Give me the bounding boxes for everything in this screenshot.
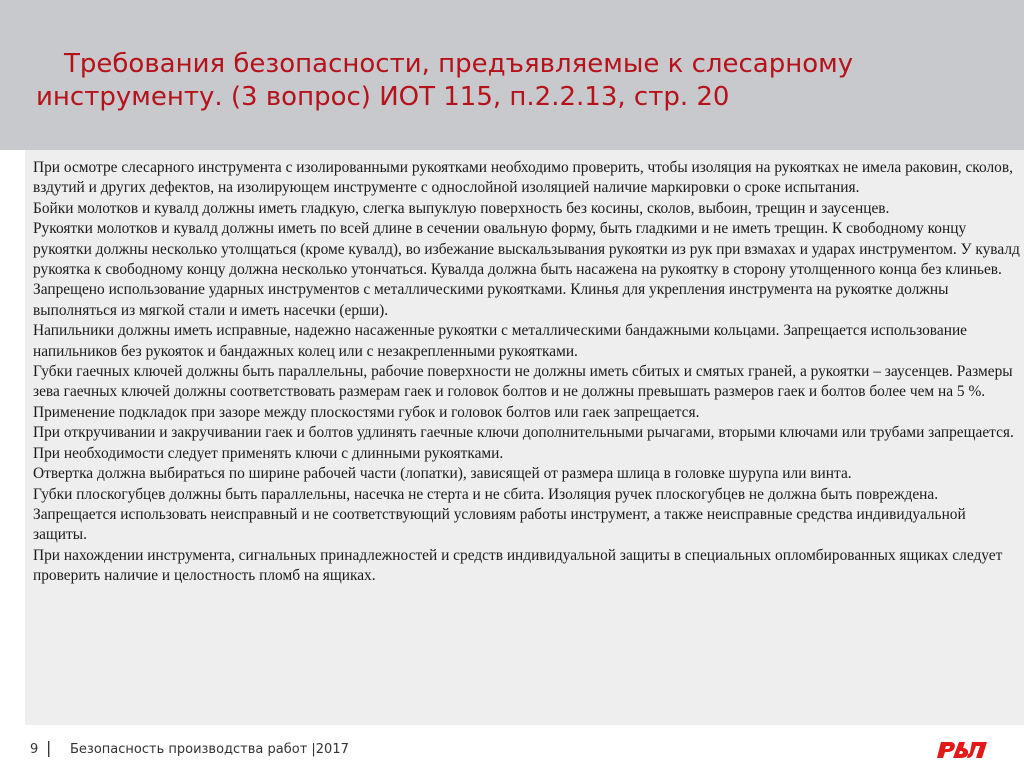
footer-text: Безопасность производства работ |2017	[70, 742, 349, 757]
rzd-logo-icon	[935, 738, 991, 762]
paragraph: При откручивании и закручивании гаек и болтов удлинять гаечные ключи дополнительными рычагами, вторыми ключами или трубами запрещается. При необходимости следует применять ключи с длинными рукоятками.	[33, 424, 1014, 462]
paragraph: При осмотре слесарного инструмента с изолированными рукоятками необходимо проверить, чтобы изоляция на рукоятках не имела раковин, сколов, вздутий и других дефектов, на изолирующем инструменте с однослойной изоляцией наличие маркировки о сроке испытания.	[33, 159, 1013, 197]
content-text	[33, 158, 1023, 587]
footer-separator: |	[46, 738, 52, 757]
paragraph: Рукоятки молотков и кувалд должны иметь по всей длине в сечении овальную форму, быть гладкими и не иметь трещин. К свободному концу рукоятки должны несколько утолщаться (кроме кувалд), во избежание выскальзывания рукоятки из рук при взмахах и ударах инструментом. У кувалд рукоятка к свободному концу должна несколько утончаться. Кувалда должна быть насажена на рукоятку в сторону утолщенного конца без клиньев. Запрещено использование ударных инструментов с металлическими рукоятками. Клинья для укрепления инструмента на рукоятке должны выполняться из мягкой стали и иметь насечки (ерши).	[33, 220, 1020, 319]
paragraph: Запрещается использовать неисправный и не соответствующий условиям работы инструмент, а также неисправные средства индивидуальной защиты.	[33, 505, 966, 544]
paragraph: Губки плоскогубцев должны быть параллельны, насечка не стерта и не сбита. Изоляция ручек плоскогубцев не должна быть повреждена.	[33, 485, 939, 503]
page-number: 9	[30, 742, 39, 757]
paragraph: Губки гаечных ключей должны быть параллельны, рабочие поверхности не должны иметь сбитых и смятых граней, а рукоятки – заусенцев. Размеры зева гаечных ключей должны соответствовать размерам гаек и головок болтов и не должны превышать размеров гаек и болтов более чем на 5 %. Применение подкладок при зазоре между плоскостями губок и головок болтов или гаек запрещается.	[33, 363, 1013, 421]
paragraph: Напильники должны иметь исправные, надежно насаженные рукоятки с металлическими бандажными кольцами. Запрещается использование напильников без рукояток и бандажных колец или с незакрепленными рукоятками.	[33, 322, 968, 360]
footer	[0, 730, 1024, 767]
paragraph: Отвертка должна выбираться по ширине рабочей части (лопатки), зависящей от размера шлица в головке шурупа или винта.	[33, 465, 852, 483]
slide-title: Требования безопасности, предъявляемые к слесарному инструменту. (3 вопрос) ИОТ 115, п.2.2.13, стр. 20	[36, 49, 854, 112]
paragraph: Бойки молотков и кувалд должны иметь гладкую, слегка выпуклую поверхность без косины, сколов, выбоин, трещин и заусенцев.	[33, 199, 890, 217]
paragraph: При нахождении инструмента, сигнальных принадлежностей и средств индивидуальной защиты в специальных опломбированных ящиках следует проверить наличие и целостность пломб на ящиках.	[33, 546, 1003, 585]
